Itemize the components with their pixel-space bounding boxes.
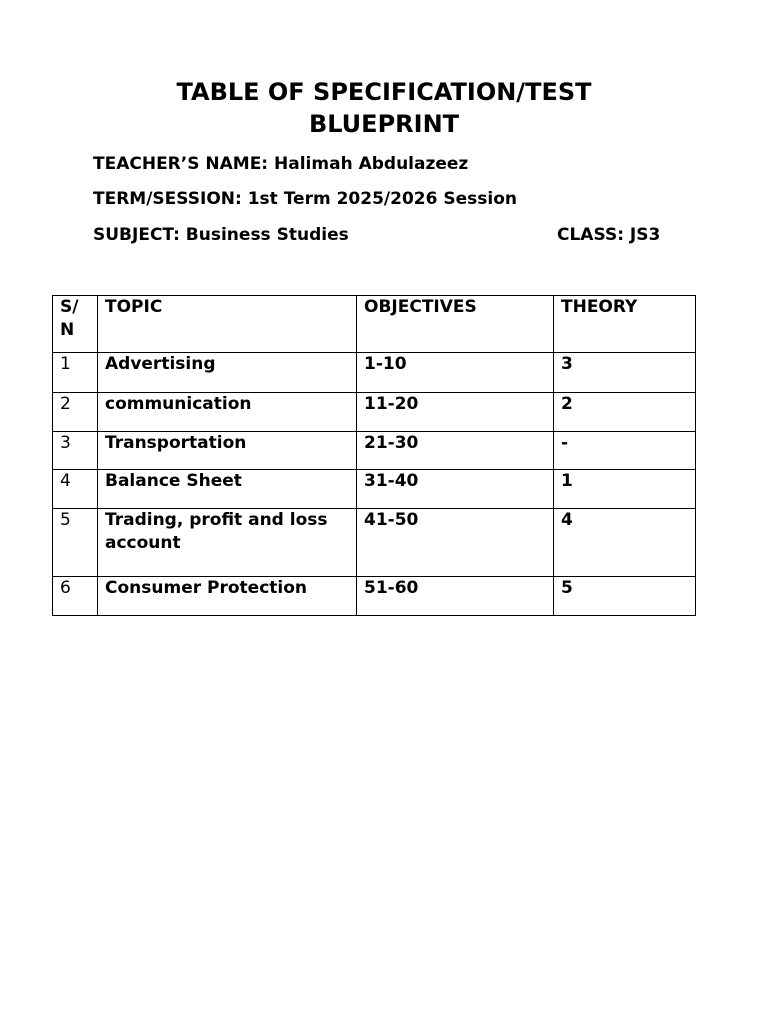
cell-topic: Trading, profit and loss account	[98, 509, 357, 577]
cell-sn: 4	[53, 470, 98, 509]
header-sn: S/ N	[53, 296, 98, 353]
header-objectives: OBJECTIVES	[357, 296, 554, 353]
cell-theory: 3	[554, 353, 696, 393]
table-row	[53, 353, 696, 393]
cell-topic: Transportation	[98, 432, 357, 470]
table-row	[53, 470, 696, 509]
term-session: TERM/SESSION: 1st Term 2025/2026 Session	[93, 189, 517, 209]
cell-objectives: 51-60	[357, 577, 554, 616]
cell-theory: 1	[554, 470, 696, 509]
title-line-1: TABLE OF SPECIFICATION/TEST	[176, 78, 592, 106]
cell-theory: 5	[554, 577, 696, 616]
table-row	[53, 577, 696, 616]
teacher-name: TEACHER’S NAME: Halimah Abdulazeez	[93, 154, 469, 174]
cell-sn: 1	[53, 353, 98, 393]
cell-topic: communication	[98, 393, 357, 432]
subject: SUBJECT: Business Studies	[93, 225, 349, 245]
cell-sn: 3	[53, 432, 98, 470]
cell-objectives: 31-40	[357, 470, 554, 509]
cell-objectives: 21-30	[357, 432, 554, 470]
cell-objectives: 1-10	[357, 353, 554, 393]
cell-theory: 2	[554, 393, 696, 432]
cell-theory: 4	[554, 509, 696, 577]
cell-topic: Advertising	[98, 353, 357, 393]
specification-table	[52, 295, 696, 616]
document-title	[0, 76, 768, 140]
cell-objectives: 41-50	[357, 509, 554, 577]
cell-theory: -	[554, 432, 696, 470]
cell-topic: Consumer Protection	[98, 577, 357, 616]
class: CLASS: JS3	[557, 225, 661, 245]
cell-sn: 2	[53, 393, 98, 432]
cell-sn: 6	[53, 577, 98, 616]
table-header-row	[53, 296, 696, 353]
header-theory: THEORY	[554, 296, 696, 353]
header-topic: TOPIC	[98, 296, 357, 353]
title-line-2: BLUEPRINT	[308, 110, 460, 138]
cell-objectives: 11-20	[357, 393, 554, 432]
cell-sn: 5	[53, 509, 98, 577]
table-row	[53, 432, 696, 470]
table-row	[53, 509, 696, 577]
table-row	[53, 393, 696, 432]
cell-topic: Balance Sheet	[98, 470, 357, 509]
